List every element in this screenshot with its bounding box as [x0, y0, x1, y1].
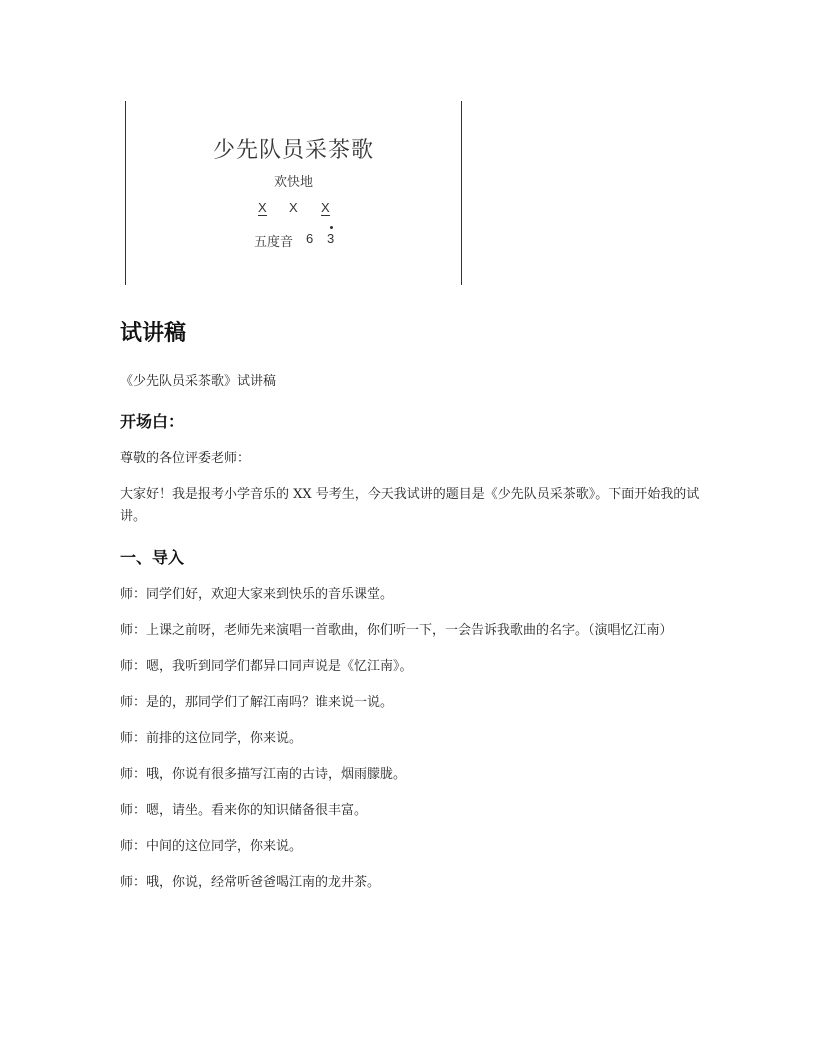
rhythm-note-1: X: [258, 200, 267, 215]
document-body: [120, 318, 700, 894]
score-tempo-marking: 欢快地: [273, 175, 313, 190]
rhythm-note-2: X: [289, 200, 298, 215]
rhythm-note-3: X: [321, 200, 330, 215]
dialogue-line: 师：是的，那同学们了解江南吗？谁来说一说。: [120, 695, 394, 710]
opening-paragraph: 尊敬的各位评委老师：: [120, 451, 251, 466]
dialogue-line: 师：嗯，请坐。看来你的知识储备很丰富。: [120, 803, 368, 818]
opening-heading: 开场白：: [120, 412, 185, 431]
dialogue-line: 师：前排的这位同学，你来说。: [120, 731, 303, 746]
page-title: 试讲稿: [120, 321, 187, 346]
dialogue-line: 师：嗯，我听到同学们都异口同声说是《忆江南》。: [120, 659, 413, 674]
section-heading-intro: 一、导入: [120, 548, 185, 567]
dialogue-line: 师：同学们好，欢迎大家来到快乐的音乐课堂。: [120, 587, 394, 602]
dialogue-line: 师：哦，你说有很多描写江南的古诗，烟雨朦胧。: [120, 767, 407, 782]
dialogue-line: 师：哦，你说，经常听爸爸喝江南的龙井茶。: [120, 875, 381, 890]
note-six: 6: [306, 231, 314, 246]
music-score-excerpt: [125, 101, 462, 285]
score-title: 少先队员采茶歌: [212, 138, 374, 163]
dialogue-line: 师：中间的这位同学，你来说。: [120, 839, 303, 854]
document-subtitle: 《少先队员采茶歌》试讲稿: [120, 374, 277, 389]
interval-label: 五度音: [254, 235, 294, 250]
octave-dot-icon: [330, 226, 333, 229]
opening-paragraph: 大家好！我是报考小学音乐的 XX 号考生，今天我试讲的题目是《少先队员采茶歌》。下面开始我的试讲。: [120, 487, 700, 524]
dialogue-line: 师：上课之前呀，老师先来演唱一首歌曲，你们听一下，一会告诉我歌曲的名字。（演唱忆江南）: [120, 623, 673, 638]
note-three-high: 3: [327, 231, 335, 246]
